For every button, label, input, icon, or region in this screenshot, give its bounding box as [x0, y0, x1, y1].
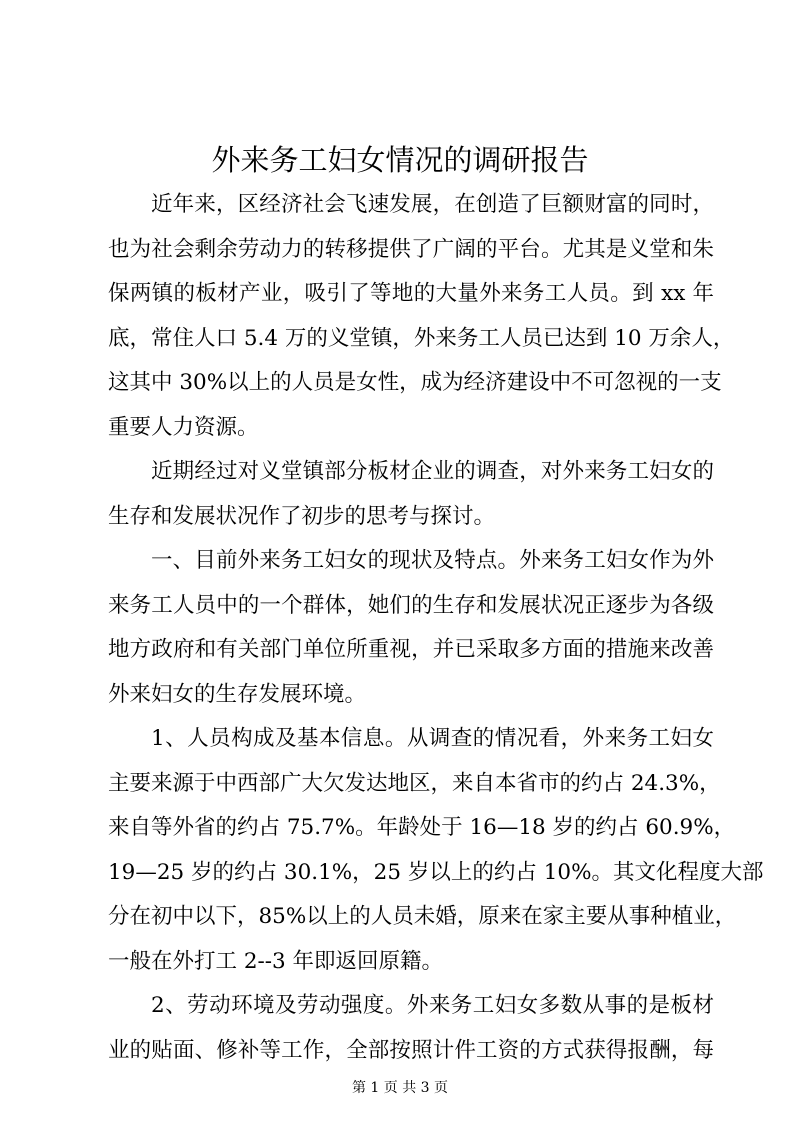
- paragraph-line: 底，常住人口 5.4 万的义堂镇，外来务工人员已达到 10 万余人，: [108, 325, 735, 351]
- document-title: 外来务工妇女情况的调研报告: [211, 143, 589, 177]
- paragraph-line: 19—25 岁的约占 30.1%，25 岁以上的约占 10%。其文化程度大部: [108, 859, 764, 885]
- paragraph-line: 重要人力资源。: [108, 414, 259, 440]
- page-footer: 第 1 页 共 3 页: [351, 1080, 449, 1096]
- paragraph-line: 1、人员构成及基本信息。从调查的情况看，外来务工妇女: [151, 726, 714, 751]
- paragraph-line: 2、劳动环境及劳动强度。外来务工妇女多数从事的是板材: [151, 993, 714, 1018]
- paragraph-line: 近期经过对义堂镇部分板材企业的调查，对外来务工妇女的: [151, 459, 714, 484]
- paragraph-line: 保两镇的板材产业，吸引了等地的大量外来务工人员。到 xx 年: [108, 281, 714, 306]
- paragraph-line: 也为社会剩余劳动力的转移提供了广阔的平台。尤其是义堂和朱: [108, 236, 714, 262]
- paragraph-line: 主要来源于中西部广大欠发达地区，来自本省市的约占 24.3%，: [108, 770, 721, 796]
- paragraph-line: 外来妇女的生存发展环境。: [108, 681, 367, 707]
- paragraph-line: 生存和发展状况作了初步的思考与探讨。: [108, 503, 496, 529]
- paragraph-line: 这其中 30%以上的人员是女性，成为经济建设中不可忽视的一支: [108, 370, 722, 395]
- paragraph-line: 一、目前外来务工妇女的现状及特点。外来务工妇女作为外: [151, 548, 714, 573]
- paragraph-line: 近年来，区经济社会飞速发展，在创造了巨额财富的同时，: [151, 192, 714, 217]
- document-body: [108, 183, 764, 1073]
- paragraph-line: 一般在外打工 2--3 年即返回原籍。: [108, 948, 444, 974]
- paragraph-line: 来务工人员中的一个群体，她们的生存和发展状况正逐步为各级: [108, 592, 714, 618]
- paragraph-line: 来自等外省的约占 75.7%。年龄处于 16—18 岁的约占 60.9%，: [108, 815, 736, 840]
- paragraph-line: 地方政府和有关部门单位所重视，并已采取多方面的措施来改善: [108, 637, 714, 662]
- paragraph-line: 业的贴面、修补等工作，全部按照计件工资的方式获得报酬，每: [108, 1037, 714, 1063]
- paragraph-line: 分在初中以下，85%以上的人员未婚，原来在家主要从事种植业，: [108, 904, 737, 929]
